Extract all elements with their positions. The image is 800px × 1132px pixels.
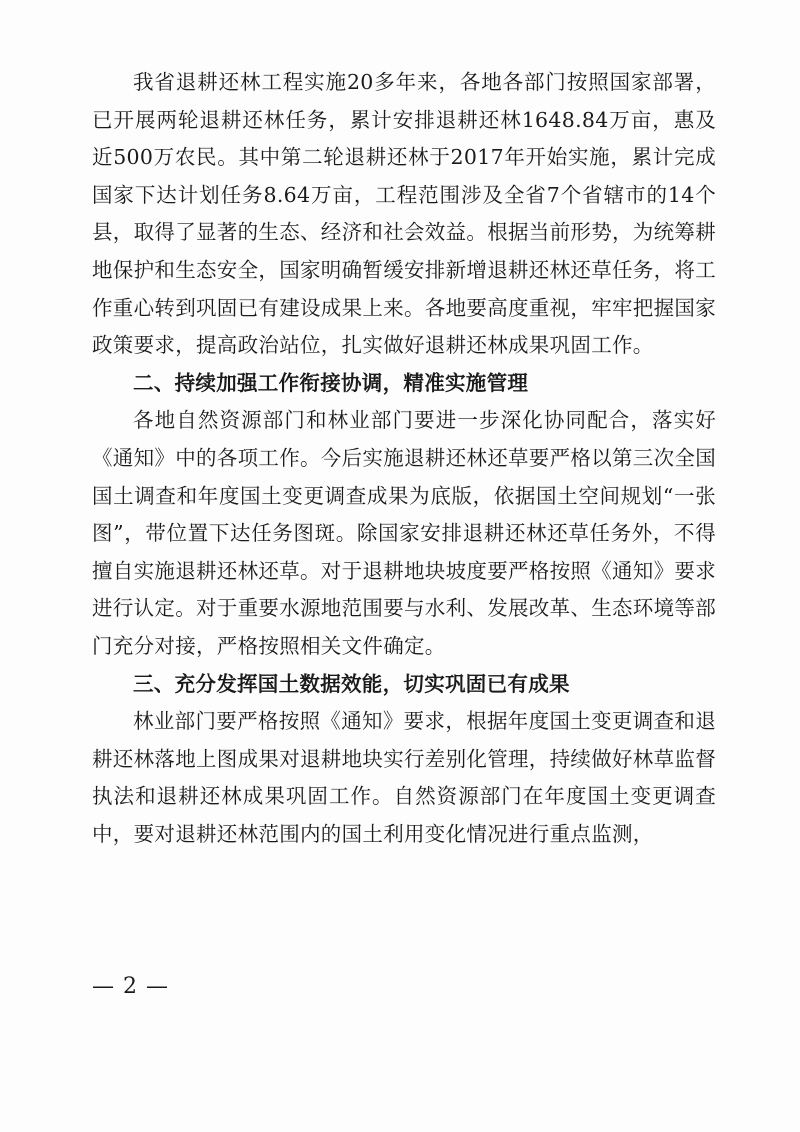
section-heading-3: 三、充分发挥国土数据效能，切实巩固已有成果: [133, 671, 570, 696]
page-number: — 2 —: [92, 974, 169, 999]
section-heading-2: 二、持续加强工作衔接协调，精准实施管理: [133, 370, 529, 395]
document-body: [92, 64, 716, 853]
paragraph-intro: 我省退耕还林工程实施20多年来，各地各部门按照国家部署，已开展两轮退耕还林任务，累计安排退耕还林1648.84万亩，惠及近500万农民。其中第二轮退耕还林于2017年开始实施，累计完成国家下达计划任务8.64万亩，工程范围涉及全省7个省辖市的14个县，取得了显著的生态、经济和社会效益。根据当前形势，为统筹耕地保护和生态安全，国家明确暂缓安排新增退耕还林还草任务，将工作重心转到巩固已有建设成果上来。各地要高度重视，牢牢把握国家政策要求，提高政治站位，扎实做好退耕还林成果巩固工作。: [92, 70, 716, 358]
paragraph-section-3: 林业部门要严格按照《通知》要求，根据年度国土变更调查和退耕还林落地上图成果对退耕地块实行差别化管理，持续做好林草监督执法和退耕还林成果巩固工作。自然资源部门在年度国土变更调查中，要对退耕还林范围内的国土利用变化情况进行重点监测，: [92, 709, 716, 846]
paragraph-section-2: 各地自然资源部门和林业部门要进一步深化协同配合，落实好《通知》中的各项工作。今后实施退耕还林还草要严格以第三次全国国土调查和年度国土变更调查成果为底版，依据国土空间规划“一张图”，带位置下达任务图斑。除国家安排退耕还林还草任务外，不得擅自实施退耕还林还草。对于退耕地块坡度要严格按照《通知》要求进行认定。对于重要水源地范围要与水利、发展改革、生态环境等部门充分对接，严格按照相关文件确定。: [92, 408, 716, 658]
